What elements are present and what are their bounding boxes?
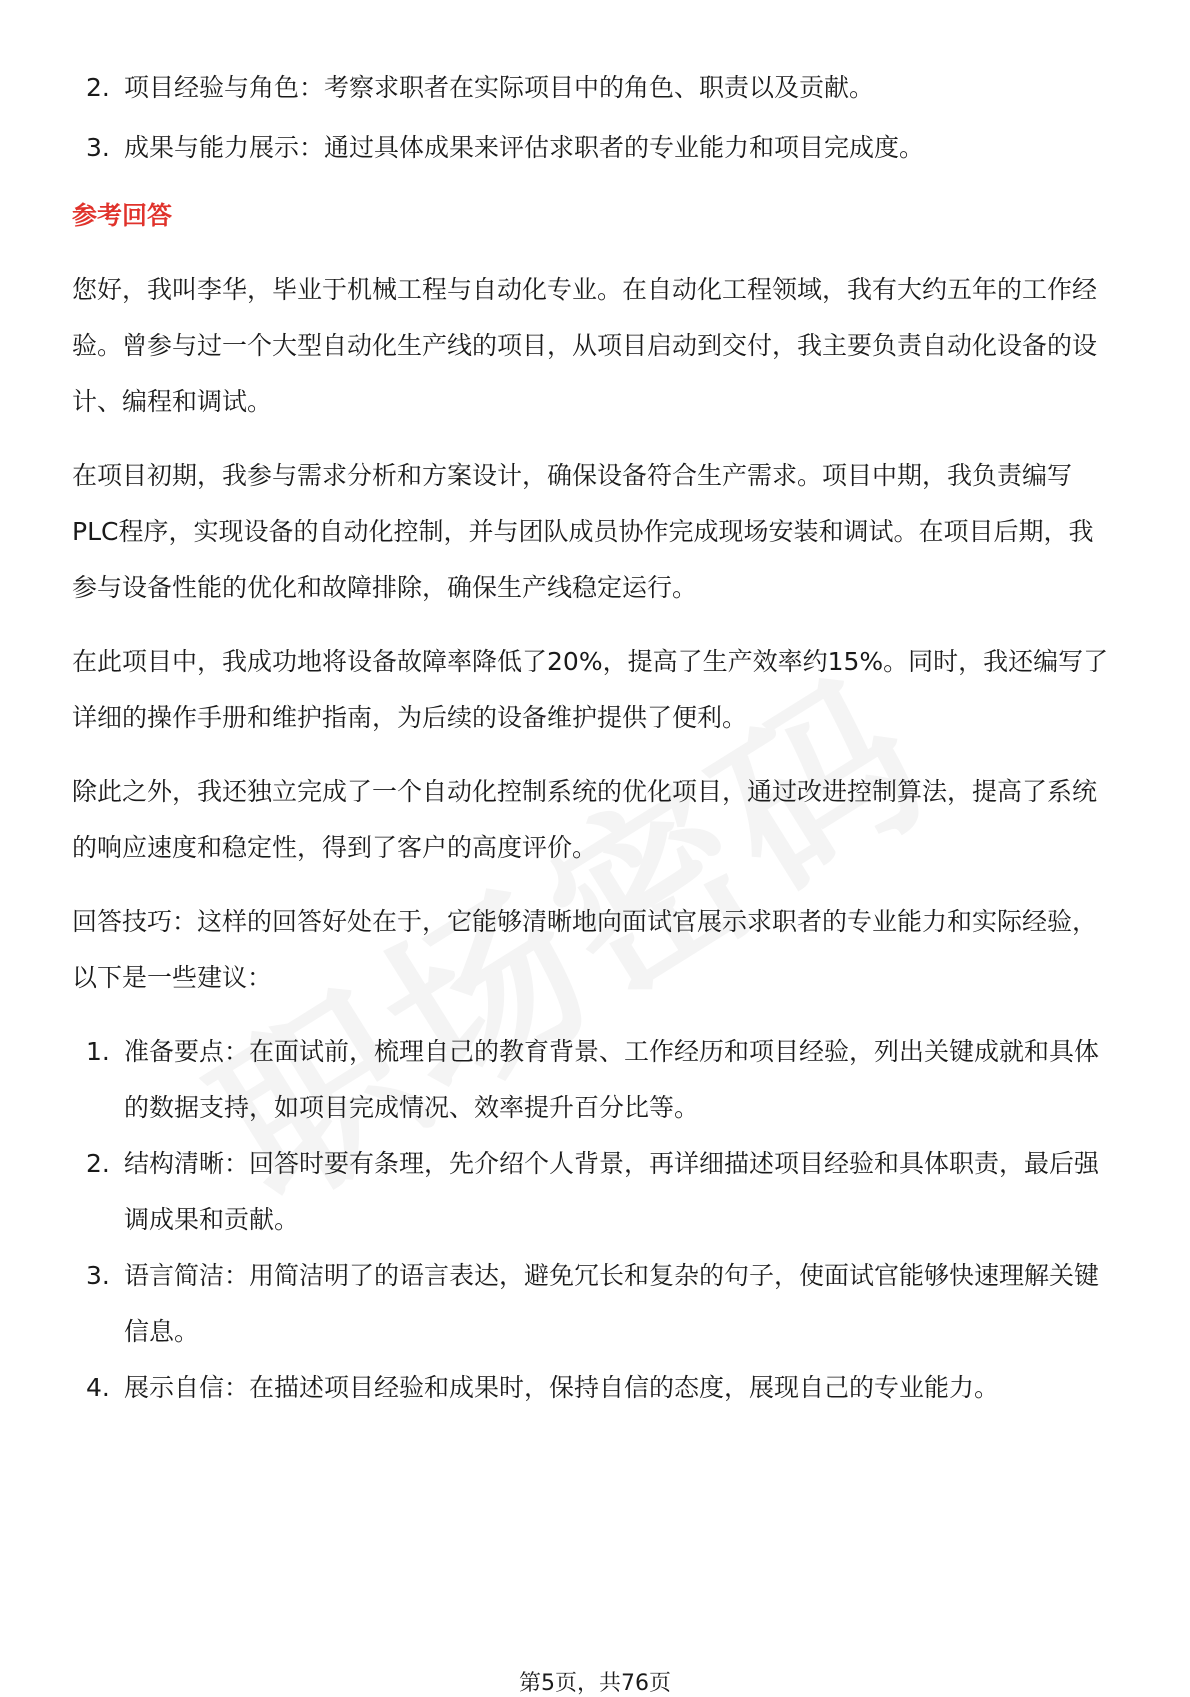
list-number: 3.: [86, 1261, 110, 1290]
list-item: [72, 1136, 1118, 1248]
list-text: 成果与能力展示：通过具体成果来评估求职者的专业能力和项目完成度。: [124, 133, 925, 162]
paragraph: 回答技巧：这样的回答好处在于，它能够清晰地向面试官展示求职者的专业能力和实际经验，以下是一些建议：: [72, 907, 1098, 992]
list-number: 4.: [86, 1373, 110, 1402]
list-number: 2.: [86, 73, 110, 102]
page-footer: 第5页，共76页: [519, 1671, 671, 1696]
section-heading: 参考回答: [72, 201, 173, 230]
list-text: 准备要点：在面试前，梳理自己的教育背景、工作经历和项目经验，列出关键成就和具体的数据支持，如项目完成情况、效率提升百分比等。: [124, 1037, 1100, 1122]
list-text: 结构清晰：回答时要有条理，先介绍个人背景，再详细描述项目经验和具体职责，最后强调成果和贡献。: [124, 1149, 1100, 1234]
list-text: 项目经验与角色：考察求职者在实际项目中的角色、职责以及贡献。: [124, 73, 875, 102]
list-item: [72, 1248, 1118, 1360]
list-item: [72, 1024, 1118, 1136]
list-number: 3.: [86, 133, 110, 162]
list-item: [72, 118, 1118, 178]
list-item: [72, 58, 1118, 118]
paragraph: 在项目初期，我参与需求分析和方案设计，确保设备符合生产需求。项目中期，我负责编写PLC程序，实现设备的自动化控制，并与团队成员协作完成现场安装和调试。在项目后期，我参与设备性能的优化和故障排除，确保生产线稳定运行。: [72, 461, 1094, 602]
list-text: 语言简洁：用简洁明了的语言表达，避免冗长和复杂的句子，使面试官能够快速理解关键信息。: [124, 1261, 1100, 1346]
tips-list: [72, 1024, 1118, 1416]
document-body: [72, 58, 1118, 1416]
list-number: 2.: [86, 1149, 110, 1178]
criteria-list: [72, 58, 1118, 178]
list-number: 1.: [86, 1037, 110, 1066]
paragraph: 在此项目中，我成功地将设备故障率降低了20%，提高了生产效率约15%。同时，我还编写了详细的操作手册和维护指南，为后续的设备维护提供了便利。: [72, 647, 1109, 732]
paragraph: 除此之外，我还独立完成了一个自动化控制系统的优化项目，通过改进控制算法，提高了系统的响应速度和稳定性，得到了客户的高度评价。: [72, 777, 1098, 862]
list-item: [72, 1360, 1118, 1416]
list-text: 展示自信：在描述项目经验和成果时，保持自信的态度，展现自己的专业能力。: [124, 1373, 1000, 1402]
paragraph: 您好，我叫李华，毕业于机械工程与自动化专业。在自动化工程领域，我有大约五年的工作经验。曾参与过一个大型自动化生产线的项目，从项目启动到交付，我主要负责自动化设备的设计、编程和调试。: [72, 275, 1098, 416]
